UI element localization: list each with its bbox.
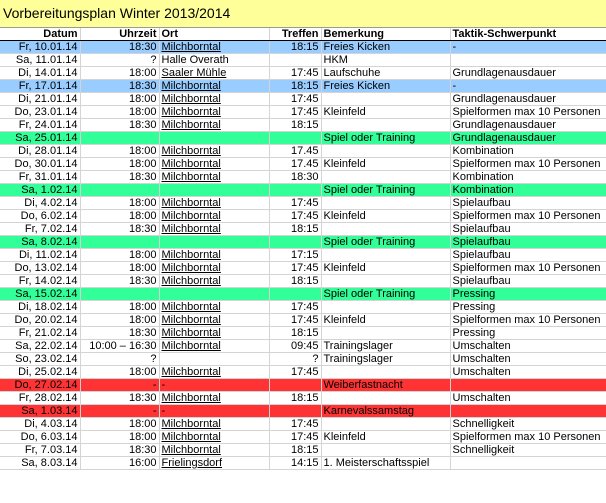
cell-uhrzeit[interactable]: 18:30: [80, 327, 159, 340]
cell-ort[interactable]: Frielingsdorf: [159, 457, 269, 470]
cell-datum[interactable]: Fr, 7.02.14: [0, 223, 80, 236]
cell-ort[interactable]: Milchborntal: [159, 80, 269, 93]
table-row: [0, 67, 606, 80]
cell-uhrzeit[interactable]: 18:30: [80, 392, 159, 405]
cell-uhrzeit[interactable]: [80, 288, 159, 301]
cell-datum[interactable]: Fr, 24.01.14: [0, 119, 80, 132]
cell-uhrzeit[interactable]: 18:00: [80, 249, 159, 262]
cell-treffen[interactable]: 17:45: [269, 106, 321, 119]
cell-taktik[interactable]: Spielformen max 10 Personen: [450, 210, 606, 223]
cell-bemerkung[interactable]: Kleinfeld: [321, 106, 450, 119]
cell-treffen[interactable]: [269, 184, 321, 197]
cell-ort[interactable]: Milchborntal: [159, 158, 269, 171]
cell-treffen[interactable]: 17:45: [269, 314, 321, 327]
cell-taktik[interactable]: -: [450, 80, 606, 93]
cell-datum[interactable]: Sa, 25.01.14: [0, 132, 80, 145]
cell-datum[interactable]: Do, 6.02.14: [0, 210, 80, 223]
cell-uhrzeit[interactable]: 18:00: [80, 67, 159, 80]
cell-bemerkung[interactable]: [321, 223, 450, 236]
cell-uhrzeit[interactable]: 16:00: [80, 457, 159, 470]
table-row: [0, 210, 606, 223]
cell-uhrzeit[interactable]: 18:00: [80, 366, 159, 379]
cell-uhrzeit[interactable]: 18:00: [80, 145, 159, 158]
cell-datum[interactable]: Do, 27.02.14: [0, 379, 80, 392]
cell-bemerkung[interactable]: Trainingslager: [321, 353, 450, 366]
cell-ort[interactable]: Milchborntal: [159, 249, 269, 262]
cell-datum[interactable]: Di, 28.01.14: [0, 145, 80, 158]
cell-ort[interactable]: Milchborntal: [159, 275, 269, 288]
cell-treffen[interactable]: 18:30: [269, 171, 321, 184]
cell-datum[interactable]: Di, 21.01.14: [0, 93, 80, 106]
cell-treffen[interactable]: 18:15: [269, 327, 321, 340]
cell-bemerkung[interactable]: Karnevalssamstag: [321, 405, 450, 418]
table-row: [0, 236, 606, 249]
cell-treffen[interactable]: 09:45: [269, 340, 321, 353]
table-row: [0, 93, 606, 106]
cell-bemerkung[interactable]: 1. Meisterschaftsspiel: [321, 457, 450, 470]
table-row: [0, 301, 606, 314]
cell-treffen[interactable]: 18:15: [269, 41, 321, 54]
cell-uhrzeit[interactable]: 18:00: [80, 431, 159, 444]
cell-taktik[interactable]: Spielformen max 10 Personen: [450, 262, 606, 275]
cell-treffen[interactable]: [269, 132, 321, 145]
cell-uhrzeit[interactable]: 10:00 – 16:30: [80, 340, 159, 353]
cell-taktik[interactable]: Grundlagenausdauer: [450, 119, 606, 132]
cell-datum[interactable]: Do, 30.01.14: [0, 158, 80, 171]
cell-ort[interactable]: [159, 288, 269, 301]
cell-taktik[interactable]: Spielaufbau: [450, 275, 606, 288]
cell-bemerkung[interactable]: [321, 444, 450, 457]
cell-uhrzeit[interactable]: [80, 184, 159, 197]
header-taktik[interactable]: Taktik-Schwerpunkt: [450, 28, 606, 41]
cell-treffen[interactable]: 17:45: [269, 262, 321, 275]
table-row: [0, 249, 606, 262]
cell-taktik[interactable]: Spielformen max 10 Personen: [450, 106, 606, 119]
cell-treffen[interactable]: [269, 54, 321, 67]
cell-taktik[interactable]: Grundlagenausdauer: [450, 67, 606, 80]
cell-uhrzeit[interactable]: ?: [80, 353, 159, 366]
cell-bemerkung[interactable]: [321, 145, 450, 158]
table-row: [0, 80, 606, 93]
cell-taktik[interactable]: Kombination: [450, 184, 606, 197]
table-row: [0, 457, 606, 470]
cell-taktik[interactable]: [450, 54, 606, 67]
table-row: [0, 340, 606, 353]
header-bemerkung[interactable]: Bemerkung: [321, 28, 450, 41]
cell-treffen[interactable]: 17:45: [269, 431, 321, 444]
cell-datum[interactable]: Fr, 7.03.14: [0, 444, 80, 457]
cell-ort[interactable]: Milchborntal: [159, 41, 269, 54]
cell-bemerkung[interactable]: Kleinfeld: [321, 262, 450, 275]
cell-taktik[interactable]: Schnelligkeit: [450, 418, 606, 431]
cell-ort[interactable]: Milchborntal: [159, 366, 269, 379]
cell-taktik[interactable]: Umschalten: [450, 366, 606, 379]
cell-datum[interactable]: Fr, 10.01.14: [0, 41, 80, 54]
cell-bemerkung[interactable]: [321, 275, 450, 288]
table-row: [0, 288, 606, 301]
cell-treffen[interactable]: 18:15: [269, 223, 321, 236]
cell-datum[interactable]: Sa, 1.02.14: [0, 184, 80, 197]
cell-datum[interactable]: Di, 18.02.14: [0, 301, 80, 314]
cell-bemerkung[interactable]: [321, 249, 450, 262]
cell-ort[interactable]: Halle Overath: [159, 54, 269, 67]
cell-uhrzeit[interactable]: ?: [80, 54, 159, 67]
cell-ort[interactable]: -: [159, 405, 269, 418]
cell-treffen[interactable]: 18:15: [269, 275, 321, 288]
table-row: [0, 171, 606, 184]
table-row: [0, 444, 606, 457]
cell-datum[interactable]: Sa, 11.01.14: [0, 54, 80, 67]
cell-uhrzeit[interactable]: 18:30: [80, 444, 159, 457]
table-row: [0, 327, 606, 340]
cell-treffen[interactable]: 18:15: [269, 119, 321, 132]
cell-treffen[interactable]: 17:45: [269, 301, 321, 314]
header-uhrzeit[interactable]: Uhrzeit: [80, 28, 159, 41]
cell-taktik[interactable]: Pressing: [450, 301, 606, 314]
cell-bemerkung[interactable]: Kleinfeld: [321, 314, 450, 327]
cell-treffen[interactable]: 17.45: [269, 145, 321, 158]
cell-taktik[interactable]: [450, 405, 606, 418]
cell-datum[interactable]: Sa, 8.03.14: [0, 457, 80, 470]
cell-ort[interactable]: Milchborntal: [159, 327, 269, 340]
table-row: [0, 353, 606, 366]
table-row: [0, 366, 606, 379]
cell-uhrzeit[interactable]: -: [80, 405, 159, 418]
cell-datum[interactable]: Di, 25.02.14: [0, 366, 80, 379]
cell-ort[interactable]: [159, 236, 269, 249]
cell-datum[interactable]: Di, 4.02.14: [0, 197, 80, 210]
cell-treffen[interactable]: 18:15: [269, 392, 321, 405]
table-row: [0, 184, 606, 197]
cell-treffen[interactable]: [269, 379, 321, 392]
cell-bemerkung[interactable]: [321, 197, 450, 210]
cell-taktik[interactable]: Kombination: [450, 171, 606, 184]
cell-datum[interactable]: Fr, 21.02.14: [0, 327, 80, 340]
cell-taktik[interactable]: Grundlagenausdauer: [450, 93, 606, 106]
cell-datum[interactable]: Do, 23.01.14: [0, 106, 80, 119]
cell-datum[interactable]: Di, 14.01.14: [0, 67, 80, 80]
cell-datum[interactable]: Sa, 22.02.14: [0, 340, 80, 353]
cell-bemerkung[interactable]: Weiberfastnacht: [321, 379, 450, 392]
cell-treffen[interactable]: 17:45: [269, 197, 321, 210]
table-row: [0, 431, 606, 444]
table-row: [0, 145, 606, 158]
cell-datum[interactable]: Sa, 15.02.14: [0, 288, 80, 301]
table-row: [0, 405, 606, 418]
cell-treffen[interactable]: [269, 405, 321, 418]
cell-ort[interactable]: Milchborntal: [159, 262, 269, 275]
cell-taktik[interactable]: Umschalten: [450, 340, 606, 353]
cell-treffen[interactable]: 18:15: [269, 444, 321, 457]
cell-ort[interactable]: Milchborntal: [159, 145, 269, 158]
table-row: [0, 54, 606, 67]
sheet-title[interactable]: Vorbereitungsplan Winter 2013/2014: [0, 0, 606, 28]
cell-taktik[interactable]: Spielaufbau: [450, 236, 606, 249]
cell-bemerkung[interactable]: Kleinfeld: [321, 158, 450, 171]
cell-treffen[interactable]: 17:45: [269, 210, 321, 223]
table-row: [0, 41, 606, 54]
cell-uhrzeit[interactable]: 18:00: [80, 197, 159, 210]
cell-treffen[interactable]: 17:15: [269, 249, 321, 262]
cell-bemerkung[interactable]: HKM: [321, 54, 450, 67]
table-row: [0, 379, 606, 392]
cell-taktik[interactable]: Spielformen max 10 Personen: [450, 314, 606, 327]
cell-uhrzeit[interactable]: 18:00: [80, 301, 159, 314]
cell-bemerkung[interactable]: Laufschuhe: [321, 67, 450, 80]
cell-bemerkung[interactable]: [321, 392, 450, 405]
table-row: [0, 418, 606, 431]
cell-uhrzeit[interactable]: [80, 132, 159, 145]
cell-taktik[interactable]: Spielaufbau: [450, 197, 606, 210]
cell-uhrzeit[interactable]: 18:00: [80, 314, 159, 327]
table-row: [0, 132, 606, 145]
cell-datum[interactable]: Do, 13.02.14: [0, 262, 80, 275]
cell-taktik[interactable]: Pressing: [450, 288, 606, 301]
cell-taktik[interactable]: [450, 379, 606, 392]
cell-uhrzeit[interactable]: 18:30: [80, 275, 159, 288]
table-row: [0, 106, 606, 119]
cell-ort[interactable]: Milchborntal: [159, 431, 269, 444]
cell-bemerkung[interactable]: Spiel oder Training: [321, 236, 450, 249]
cell-datum[interactable]: Fr, 17.01.14: [0, 80, 80, 93]
table-row: [0, 197, 606, 210]
cell-datum[interactable]: Di, 4.03.14: [0, 418, 80, 431]
cell-taktik[interactable]: Spielformen max 10 Personen: [450, 158, 606, 171]
cell-ort[interactable]: Milchborntal: [159, 119, 269, 132]
cell-ort[interactable]: Milchborntal: [159, 340, 269, 353]
cell-bemerkung[interactable]: Kleinfeld: [321, 431, 450, 444]
cell-datum[interactable]: Di, 11.02.14: [0, 249, 80, 262]
cell-bemerkung[interactable]: Freies Kicken: [321, 41, 450, 54]
cell-ort[interactable]: Milchborntal: [159, 418, 269, 431]
cell-bemerkung[interactable]: [321, 327, 450, 340]
cell-bemerkung[interactable]: Spiel oder Training: [321, 288, 450, 301]
cell-uhrzeit[interactable]: 18:00: [80, 262, 159, 275]
cell-uhrzeit[interactable]: 18:00: [80, 106, 159, 119]
cell-bemerkung[interactable]: [321, 93, 450, 106]
cell-taktik[interactable]: [450, 457, 606, 470]
table-row: [0, 392, 606, 405]
cell-bemerkung[interactable]: [321, 171, 450, 184]
cell-taktik[interactable]: -: [450, 41, 606, 54]
cell-uhrzeit[interactable]: -: [80, 379, 159, 392]
cell-treffen[interactable]: [269, 288, 321, 301]
cell-treffen[interactable]: 17.45: [269, 158, 321, 171]
cell-ort[interactable]: [159, 132, 269, 145]
cell-taktik[interactable]: Grundlagenausdauer: [450, 132, 606, 145]
cell-ort[interactable]: Milchborntal: [159, 210, 269, 223]
cell-ort[interactable]: Milchborntal: [159, 223, 269, 236]
cell-treffen[interactable]: 17:45: [269, 93, 321, 106]
cell-uhrzeit[interactable]: 18:00: [80, 93, 159, 106]
cell-treffen[interactable]: 18:15: [269, 80, 321, 93]
table-row: [0, 262, 606, 275]
cell-taktik[interactable]: Umschalten: [450, 353, 606, 366]
cell-taktik[interactable]: Spielformen max 10 Personen: [450, 431, 606, 444]
cell-datum[interactable]: Fr, 14.02.14: [0, 275, 80, 288]
table-row: [0, 119, 606, 132]
cell-ort[interactable]: -: [159, 379, 269, 392]
cell-treffen[interactable]: 17:45: [269, 67, 321, 80]
cell-uhrzeit[interactable]: 18:00: [80, 158, 159, 171]
cell-uhrzeit[interactable]: 18:30: [80, 41, 159, 54]
cell-bemerkung[interactable]: [321, 301, 450, 314]
cell-uhrzeit[interactable]: 18:30: [80, 223, 159, 236]
cell-datum[interactable]: Sa, 8.02.14: [0, 236, 80, 249]
cell-taktik[interactable]: Spielaufbau: [450, 223, 606, 236]
cell-uhrzeit[interactable]: 18:30: [80, 80, 159, 93]
cell-ort[interactable]: Milchborntal: [159, 171, 269, 184]
cell-bemerkung[interactable]: Spiel oder Training: [321, 184, 450, 197]
cell-taktik[interactable]: Pressing: [450, 327, 606, 340]
header-ort[interactable]: Ort: [159, 28, 269, 41]
table-row: [0, 223, 606, 236]
cell-taktik[interactable]: Spielaufbau: [450, 249, 606, 262]
cell-uhrzeit[interactable]: [80, 236, 159, 249]
cell-bemerkung[interactable]: Kleinfeld: [321, 210, 450, 223]
cell-ort[interactable]: Milchborntal: [159, 444, 269, 457]
cell-bemerkung[interactable]: Trainingslager: [321, 340, 450, 353]
cell-ort[interactable]: Milchborntal: [159, 314, 269, 327]
cell-bemerkung[interactable]: Freies Kicken: [321, 80, 450, 93]
cell-bemerkung[interactable]: [321, 119, 450, 132]
cell-datum[interactable]: Do, 6.03.14: [0, 431, 80, 444]
table-row: [0, 275, 606, 288]
cell-ort[interactable]: [159, 353, 269, 366]
cell-datum[interactable]: So, 23.02.14: [0, 353, 80, 366]
table-row: [0, 158, 606, 171]
cell-bemerkung[interactable]: [321, 418, 450, 431]
cell-taktik[interactable]: Kombination: [450, 145, 606, 158]
header-row: [0, 28, 606, 41]
cell-bemerkung[interactable]: Spiel oder Training: [321, 132, 450, 145]
cell-ort[interactable]: Milchborntal: [159, 93, 269, 106]
cell-ort[interactable]: Saaler Mühle: [159, 67, 269, 80]
cell-uhrzeit[interactable]: 18:00: [80, 210, 159, 223]
cell-datum[interactable]: Fr, 31.01.14: [0, 171, 80, 184]
cell-uhrzeit[interactable]: 18:30: [80, 171, 159, 184]
cell-ort[interactable]: Milchborntal: [159, 301, 269, 314]
cell-taktik[interactable]: Umschalten: [450, 392, 606, 405]
cell-datum[interactable]: Do, 20.02.14: [0, 314, 80, 327]
header-treffen[interactable]: Treffen: [269, 28, 321, 41]
cell-uhrzeit[interactable]: 18:00: [80, 418, 159, 431]
cell-treffen[interactable]: ?: [269, 353, 321, 366]
cell-treffen[interactable]: [269, 236, 321, 249]
cell-datum[interactable]: Fr, 28.02.14: [0, 392, 80, 405]
header-datum[interactable]: Datum: [0, 28, 80, 41]
cell-treffen[interactable]: 17:45: [269, 366, 321, 379]
cell-taktik[interactable]: Schnelligkeit: [450, 444, 606, 457]
table-row: [0, 314, 606, 327]
cell-ort[interactable]: Milchborntal: [159, 106, 269, 119]
cell-ort[interactable]: Milchborntal: [159, 392, 269, 405]
cell-ort[interactable]: [159, 184, 269, 197]
cell-treffen[interactable]: 14:15: [269, 457, 321, 470]
cell-datum[interactable]: Sa, 1.03.14: [0, 405, 80, 418]
cell-bemerkung[interactable]: [321, 366, 450, 379]
cell-treffen[interactable]: 17:45: [269, 418, 321, 431]
cell-ort[interactable]: Milchborntal: [159, 197, 269, 210]
cell-uhrzeit[interactable]: 18:30: [80, 119, 159, 132]
